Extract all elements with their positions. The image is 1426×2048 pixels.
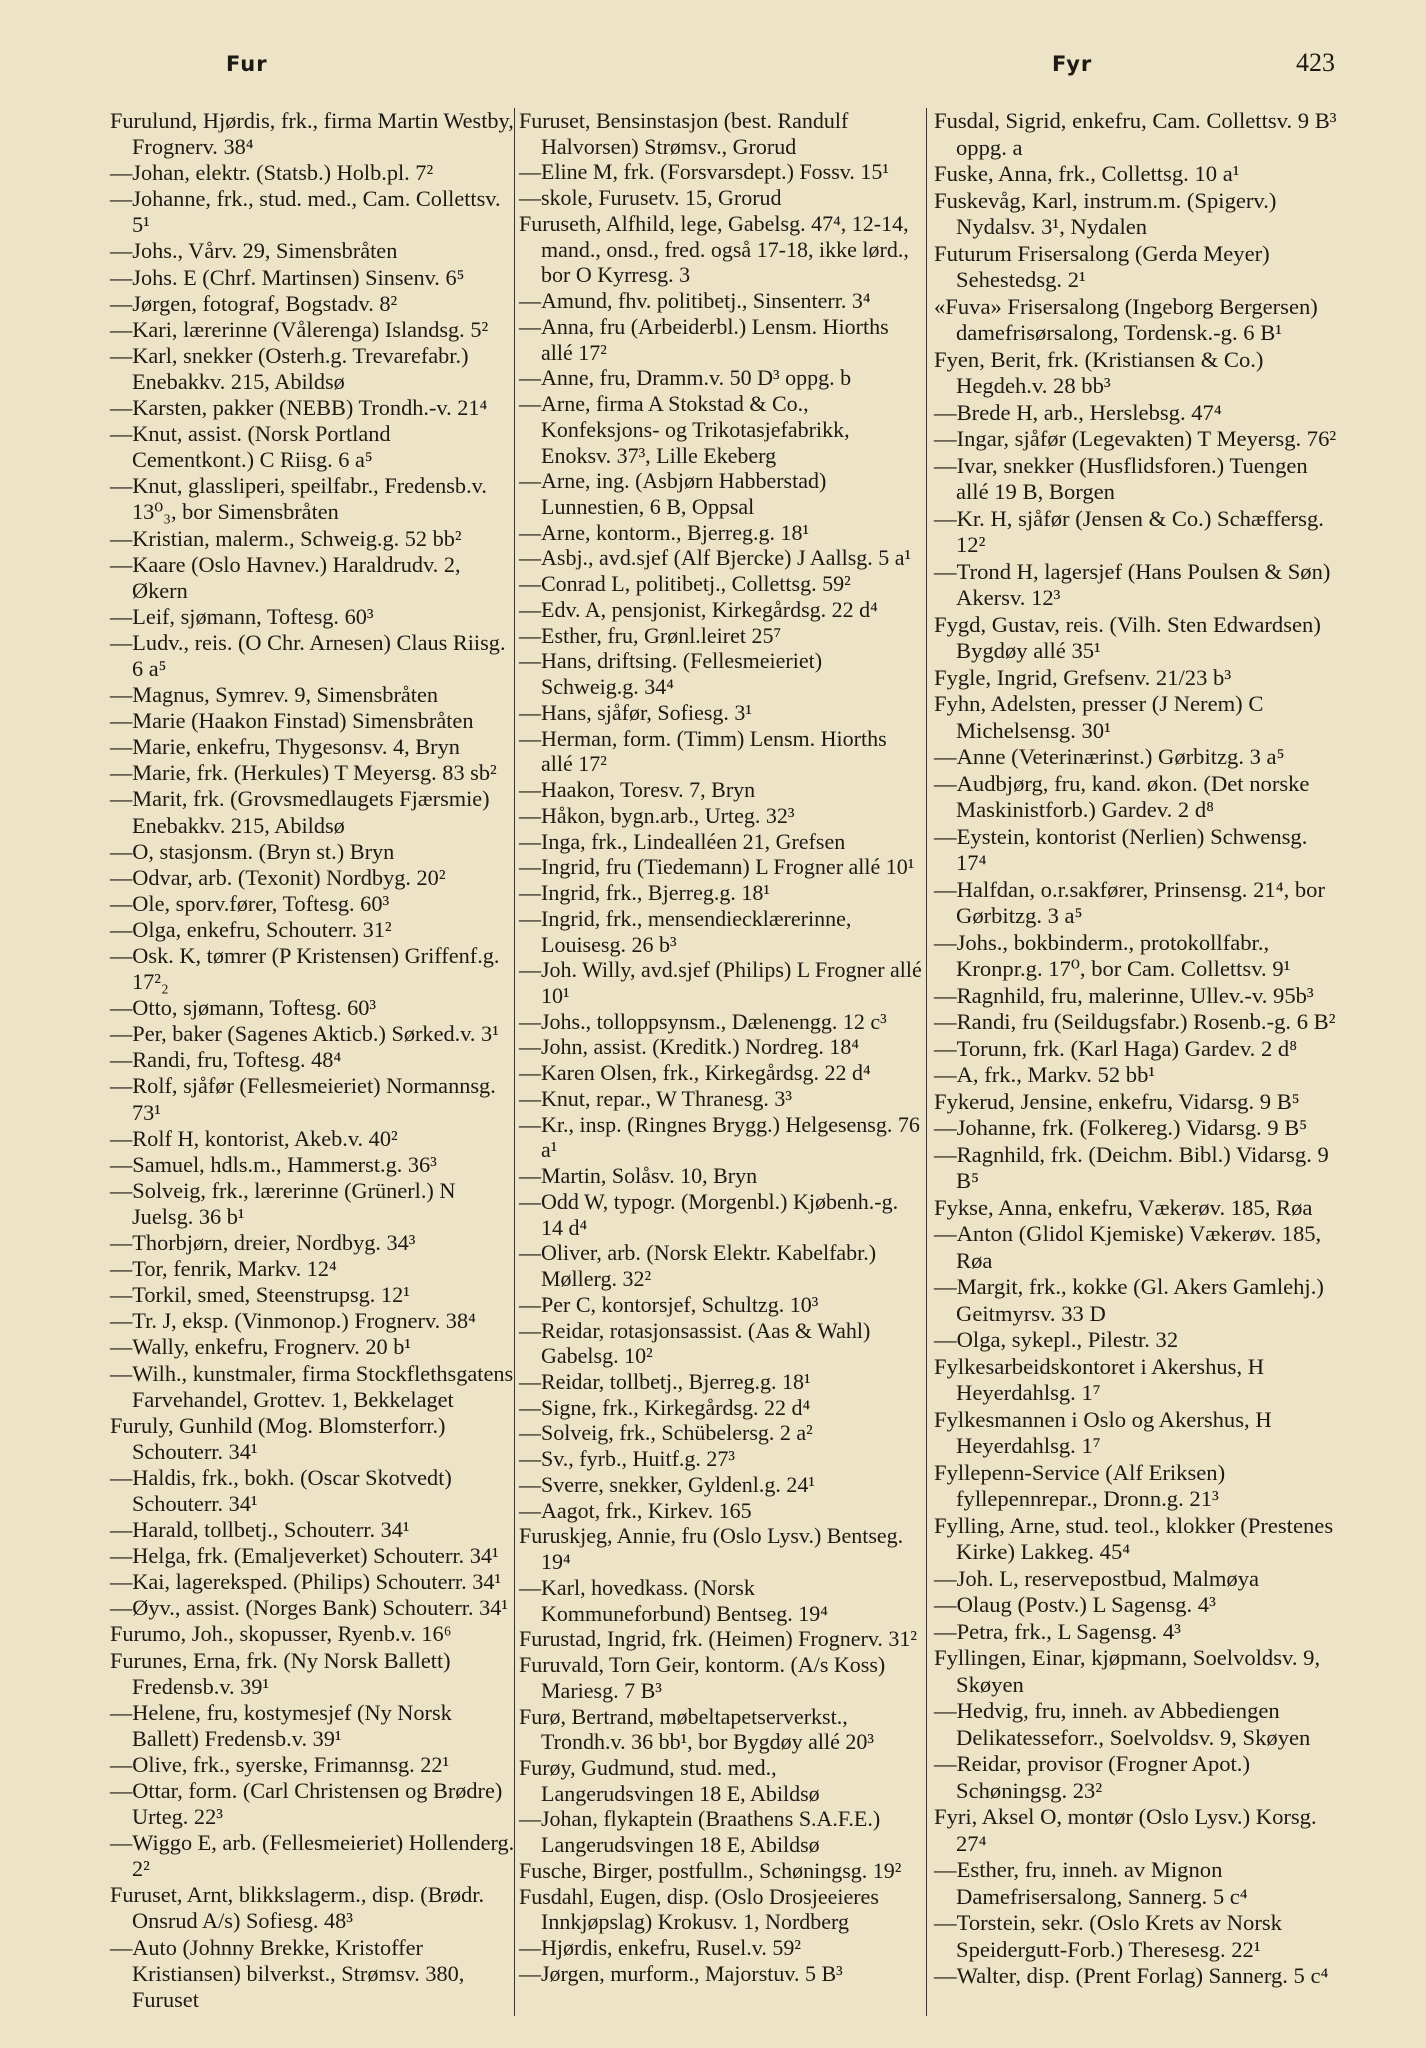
directory-entry: Fyhn, Adelsten, presser (J Nerem) C Michelsensg. 30¹ xyxy=(934,691,1264,743)
directory-entry: —Randi, fru, Toftesg. 48⁴ xyxy=(110,1047,342,1073)
directory-entry: —A, frk., Markv. 52 bb¹ xyxy=(934,1062,1156,1087)
directory-entry: Fyen, Berit, frk. (Kristiansen & Co.) Hegdeh.v. 28 bb³ xyxy=(934,346,1264,398)
directory-entry: —Solveig, frk., lærerinne (Grünerl.) N Juelsg. 36 b¹ xyxy=(110,1177,456,1229)
directory-entry: —Ludv., reis. (O Chr. Arnesen) Claus Riisg. 6 a⁵ xyxy=(110,629,506,681)
directory-column-1 xyxy=(110,108,515,2013)
directory-entry: —Audbjørg, fru, kand. økon. (Det norske Maskinistforb.) Gardev. 2 d⁸ xyxy=(934,770,1310,822)
directory-entry: —Helene, fru, kostymesjef (Ny Norsk Ballett) Fredensb.v. 39¹ xyxy=(110,1699,452,1751)
column-divider xyxy=(926,108,927,2016)
directory-entry: —Wally, enkefru, Frognerv. 20 b¹ xyxy=(110,1334,412,1360)
directory-entry: —Solveig, frk., Schübelersg. 2 a² xyxy=(519,1420,813,1446)
directory-entry: —Petra, frk., L Sagensg. 4³ xyxy=(934,1618,1181,1644)
directory-entry: —Ivar, snekker (Husflidsforen.) Tuengen allé 19 B, Borgen xyxy=(934,452,1308,504)
directory-entry: —Tor, fenrik, Markv. 12⁴ xyxy=(110,1256,337,1282)
directory-column-2 xyxy=(519,108,922,1987)
directory-entry: —Johs., bokbinderm., protokollfabr., Kronpr.g. 17⁰, bor Cam. Collettsv. 9¹ xyxy=(934,929,1291,981)
directory-entry: —Randi, fru (Seildugsfabr.) Rosenb.-g. 6 B² xyxy=(934,1009,1336,1034)
directory-entry: —Olga, sykepl., Pilestr. 32 xyxy=(934,1327,1179,1352)
directory-entry: —Martin, Solåsv. 10, Bryn xyxy=(519,1163,758,1189)
directory-entry: —O, stasjonsm. (Bryn st.) Bryn xyxy=(110,838,395,864)
directory-entry: —Samuel, hdls.m., Hammerst.g. 36³ xyxy=(110,1151,437,1177)
directory-entry: —Haakon, Toresv. 7, Bryn xyxy=(519,777,756,803)
directory-entry: —Arne, ing. (Asbjørn Habberstad) Lunnestien, 6 B, Oppsal xyxy=(519,468,827,520)
directory-entry: —Inga, frk., Lindealléen 21, Grefsen xyxy=(519,828,846,854)
directory-entry: Fylkesmannen i Oslo og Akershus, H Heyerdahlsg. 1⁷ xyxy=(934,1406,1272,1458)
directory-entry: —Jørgen, murform., Majorstuv. 5 B³ xyxy=(519,1960,843,1986)
directory-entry: —Tr. J, eksp. (Vinmonop.) Frognerv. 38⁴ xyxy=(110,1308,476,1334)
directory-entry: Furuset, Arnt, blikkslagerm., disp. (Brødr. Onsrud A/s) Sofiesg. 48³ xyxy=(110,1882,485,1934)
directory-entry: —Oliver, arb. (Norsk Elektr. Kabelfabr.) Møllerg. 32² xyxy=(519,1240,877,1292)
directory-entry: —Marie, enkefru, Thygesonsv. 4, Bryn xyxy=(110,734,460,760)
directory-entry: Furuseth, Alfhild, lege, Gabelsg. 47⁴, 12-14, mand., onsd., fred. også 17-18, ikke lørd., bor O Kyrresg. 3 xyxy=(519,210,909,288)
directory-entry: —skole, Furusetv. 15, Grorud xyxy=(519,185,782,211)
directory-entry: —Olga, enkefru, Schouterr. 31² xyxy=(110,916,392,942)
directory-entry: —Kari, lærerinne (Vålerenga) Islandsg. 5² xyxy=(110,316,489,342)
directory-entry: —Esther, fru, Grønl.leiret 25⁷ xyxy=(519,622,782,648)
directory-entry: Fykse, Anna, enkefru, Vækerøv. 185, Røa xyxy=(934,1194,1313,1220)
directory-entry: —Jørgen, fotograf, Bogstadv. 8² xyxy=(110,290,398,316)
page-header xyxy=(0,44,1426,84)
directory-entry: Furulund, Hjørdis, frk., firma Martin Westby, Frognerv. 38⁴ xyxy=(110,108,514,160)
directory-entry: —Anne, fru, Dramm.v. 50 D³ oppg. b xyxy=(519,365,852,391)
directory-entry: —Reidar, tollbetj., Bjerreg.g. 18¹ xyxy=(519,1368,811,1394)
directory-entry: Furuvald, Torn Geir, kontorm. (A/s Koss) Mariesg. 7 B³ xyxy=(519,1652,886,1703)
directory-entry: Fyllepenn-Service (Alf Eriksen) fyllepennrepar., Dronn.g. 21³ xyxy=(934,1459,1226,1511)
directory-entry: Fygle, Ingrid, Grefsenv. 21/23 b³ xyxy=(934,664,1232,690)
directory-entry: —Helga, frk. (Emaljeverket) Schouterr. 34¹ xyxy=(110,1543,499,1569)
directory-entry: —Karl, snekker (Osterh.g. Trevarefabr.) Enebakkv. 215, Abildsø xyxy=(110,342,469,394)
directory-entry: —Esther, fru, inneh. av Mignon Damefrisersalong, Sannerg. 5 c⁴ xyxy=(934,1857,1248,1909)
directory-entry: —Øyv., assist. (Norges Bank) Schouterr. 34¹ xyxy=(110,1595,509,1621)
directory-entry: —Marit, frk. (Grovsmedlaugets Fjærsmie) Enebakkv. 215, Abildsø xyxy=(110,786,490,838)
directory-entry: —Arne, kontorm., Bjerreg.g. 18¹ xyxy=(519,519,810,545)
directory-entry: —Torunn, frk. (Karl Haga) Gardev. 2 d⁸ xyxy=(934,1035,1298,1061)
directory-entry: —Anna, fru (Arbeiderbl.) Lensm. Hiorths allé 17² xyxy=(519,313,889,365)
directory-entry: —Knut, assist. (Norsk Portland Cementkont.) C Riisg. 6 a⁵ xyxy=(110,421,391,473)
directory-entry: —Aagot, frk., Kirkev. 165 xyxy=(519,1497,752,1523)
directory-entry: Futurum Frisersalong (Gerda Meyer) Sehestedsg. 2¹ xyxy=(934,240,1270,292)
directory-entry: —Osk. K, tømrer (P Kristensen) Griffenf.g. 17²₂ xyxy=(110,943,500,995)
directory-entry: —Halfdan, o.r.sakfører, Prinsensg. 21⁴, bor Gørbitzg. 3 a⁵ xyxy=(934,876,1325,928)
directory-entry: —Håkon, bygn.arb., Urteg. 32³ xyxy=(519,802,795,828)
directory-entry: —Asbj., avd.sjef (Alf Bjercke) J Aallsg. 5 a¹ xyxy=(519,545,912,571)
directory-entry: —Joh. L, reservepostbud, Malmøya xyxy=(934,1565,1260,1591)
directory-entry: —Hans, sjåfør, Sofiesg. 3¹ xyxy=(519,699,753,725)
directory-entry: —Ragnhild, frk. (Deichm. Bibl.) Vidarsg. 9 B⁵ xyxy=(934,1141,1329,1193)
directory-entry: —Johs., tolloppsynsm., Dælenengg. 12 c³ xyxy=(519,1008,887,1034)
directory-entry: —Arne, firma A Stokstad & Co., Konfeksjons- og Trikotasjefabrikk, Enoksv. 37³, Lille Ekeberg xyxy=(519,391,850,468)
directory-entry: —Kristian, malerm., Schweig.g. 52 bb² xyxy=(110,525,462,551)
directory-entry: —Johs., Vårv. 29, Simensbråten xyxy=(110,238,398,264)
directory-entry: Furuskjeg, Annie, fru (Oslo Lysv.) Bentseg. 19⁴ xyxy=(519,1523,904,1575)
directory-entry: —Hedvig, fru, inneh. av Abbediengen Delikatesseforr., Soelvoldsv. 9, Skøyen xyxy=(934,1698,1311,1750)
directory-entry: Furumo, Joh., skopusser, Ryenb.v. 16⁶ xyxy=(110,1621,452,1647)
directory-entry: —Eystein, kontorist (Nerlien) Schwensg. 17⁴ xyxy=(934,823,1308,875)
directory-entry: —Hjørdis, enkefru, Rusel.v. 59² xyxy=(519,1935,801,1961)
directory-entry: —Haldis, frk., bokh. (Oscar Skotvedt) Schouterr. 34¹ xyxy=(110,1464,452,1516)
directory-entry: —Hans, driftsing. (Fellesmeieriet) Schweig.g. 34⁴ xyxy=(519,648,823,700)
directory-entry: —Brede H, arb., Herslebsg. 47⁴ xyxy=(934,399,1222,425)
directory-entry: —Conrad L, politibetj., Collettsg. 59² xyxy=(519,571,851,597)
directory-entry: —Anton (Glidol Kjemiske) Vækerøv. 185, Røa xyxy=(934,1221,1322,1273)
directory-entry: Fykerud, Jensine, enkefru, Vidarsg. 9 B⁵ xyxy=(934,1088,1300,1114)
directory-entry: —Johs. E (Chrf. Martinsen) Sinsenv. 6⁵ xyxy=(110,264,465,290)
directory-entry: —Olive, frk., syerske, Frimannsg. 22¹ xyxy=(110,1751,450,1777)
directory-column-3 xyxy=(934,108,1338,1990)
directory-entry: —Ingar, sjåfør (Legevakten) T Meyersg. 76² xyxy=(934,426,1337,451)
directory-entry: —Trond H, lagersjef (Hans Poulsen & Søn) Akersv. 12³ xyxy=(934,558,1331,610)
directory-entry: Fyri, Aksel O, montør (Oslo Lysv.) Korsg. 27⁴ xyxy=(934,1804,1317,1856)
directory-entry: —Wiggo E, arb. (Fellesmeieriet) Hollenderg. 2² xyxy=(110,1830,515,1882)
directory-entry: —Harald, tollbetj., Schouterr. 34¹ xyxy=(110,1517,410,1543)
directory-entry: Furunes, Erna, frk. (Ny Norsk Ballett) Fredensb.v. 39¹ xyxy=(110,1647,451,1699)
directory-entry: Furustad, Ingrid, frk. (Heimen) Frognerv. 31² xyxy=(519,1626,918,1652)
directory-entry: —Torstein, sekr. (Oslo Krets av Norsk Speidergutt-Forb.) Theresesg. 22¹ xyxy=(934,1910,1282,1962)
directory-entry: —Karsten, pakker (NEBB) Trondh.-v. 21⁴ xyxy=(110,395,488,421)
directory-entry: —Ottar, form. (Carl Christensen og Brødre) Urteg. 22³ xyxy=(110,1778,503,1830)
directory-entry: —Kr. H, sjåfør (Jensen & Co.) Schæffersg. 12² xyxy=(934,505,1324,557)
directory-entry: —Rolf H, kontorist, Akeb.v. 40² xyxy=(110,1125,398,1151)
directory-entry: —Johanne, frk., stud. med., Cam. Collettsv. 5¹ xyxy=(110,186,501,238)
directory-entry: —Marie (Haakon Finstad) Simensbråten xyxy=(110,708,474,734)
page-number: 423 xyxy=(1296,48,1335,77)
directory-entry: —Walter, disp. (Prent Forlag) Sannerg. 5 c⁴ xyxy=(934,1963,1329,1988)
directory-entry: —Magnus, Symrev. 9, Simensbråten xyxy=(110,682,439,708)
directory-entry: —Knut, glassliperi, speilfabr., Fredensb.v. 13⁰₃, bor Simensbråten xyxy=(110,473,487,525)
directory-entry: «Fuva» Frisersalong (Ingeborg Bergersen) damefrisørsalong, Tordensk.-g. 6 B¹ xyxy=(934,293,1318,345)
directory-entry: —Otto, sjømann, Toftesg. 60³ xyxy=(110,995,377,1021)
directory-entry: —Sv., fyrb., Huitf.g. 27³ xyxy=(519,1446,735,1472)
directory-entry: —Odvar, arb. (Texonit) Nordbyg. 20² xyxy=(110,864,446,890)
directory-entry: —John, assist. (Kreditk.) Nordreg. 18⁴ xyxy=(519,1034,860,1060)
directory-entry: Fuskevåg, Karl, instrum.m. (Spigerv.) Nydalsv. 3¹, Nydalen xyxy=(934,187,1277,239)
directory-entry: Furø, Bertrand, møbeltapetserverkst., Trondh.v. 36 bb¹, bor Bygdøy allé 20³ xyxy=(519,1703,875,1755)
directory-entry: —Kai, lagereksped. (Philips) Schouterr. 34¹ xyxy=(110,1569,502,1595)
directory-entry: Furøy, Gudmund, stud. med., Langerudsvingen 18 E, Abildsø xyxy=(519,1755,820,1806)
directory-entry: —Ingrid, frk., Bjerreg.g. 18¹ xyxy=(519,880,770,906)
directory-entry: —Amund, fhv. politibetj., Sinsenterr. 3⁴ xyxy=(519,288,871,314)
directory-entry: —Johan, flykaptein (Braathens S.A.F.E.) Langerudsvingen 18 E, Abildsø xyxy=(519,1806,881,1858)
directory-entry: Furuset, Bensinstasjon (best. Randulf Halvorsen) Strømsv., Grorud xyxy=(519,108,849,159)
directory-entry: Furuly, Gunhild (Mog. Blomsterforr.) Schouterr. 34¹ xyxy=(110,1412,446,1464)
directory-entry: Fylkesarbeidskontoret i Akershus, H Heyerdahlsg. 1⁷ xyxy=(934,1353,1265,1405)
running-head-right: Fyr xyxy=(1052,52,1093,76)
directory-entry: —Signe, frk., Kirkegårdsg. 22 d⁴ xyxy=(519,1394,811,1420)
directory-entry: Fylling, Arne, stud. teol., klokker (Prestenes Kirke) Lakkeg. 45⁴ xyxy=(934,1512,1334,1564)
directory-entry: —Torkil, smed, Steenstrupsg. 12¹ xyxy=(110,1282,410,1308)
directory-entry: —Wilh., kunstmaler, firma Stockflethsgatens Farvehandel, Grottev. 1, Bekkelaget xyxy=(110,1360,514,1412)
directory-entry: —Marie, frk. (Herkules) T Meyersg. 83 sb² xyxy=(110,760,497,786)
directory-entry: Fyllingen, Einar, kjøpmann, Soelvoldsv. 9, Skøyen xyxy=(934,1645,1321,1697)
directory-entry: —Leif, sjømann, Toftesg. 60³ xyxy=(110,603,374,629)
directory-entry: —Joh. Willy, avd.sjef (Philips) L Frogner allé 10¹ xyxy=(519,957,922,1008)
directory-entry: —Ragnhild, fru, malerinne, Ullev.-v. 95b³ xyxy=(934,982,1314,1008)
directory-entry: —Ingrid, frk., mensendiecklærerinne, Louisesg. 26 b³ xyxy=(519,905,852,957)
directory-entry: —Eline M, frk. (Forsvarsdept.) Fossv. 15¹ xyxy=(519,159,889,185)
directory-entry: —Rolf, sjåfør (Fellesmeieriet) Normannsg. 73¹ xyxy=(110,1073,496,1125)
directory-entry: —Olaug (Postv.) L Sagensg. 4³ xyxy=(934,1592,1216,1617)
directory-entry: Fusdal, Sigrid, enkefru, Cam. Collettsv. 9 B³ oppg. a xyxy=(934,108,1337,160)
directory-entry: —Ingrid, fru (Tiedemann) L Frogner allé 10¹ xyxy=(519,854,915,880)
directory-entry: Fygd, Gustav, reis. (Vilh. Sten Edwardsen) Bygdøy allé 35¹ xyxy=(934,611,1321,663)
directory-entry: —Karl, hovedkass. (Norsk Kommuneforbund) Bentseg. 19⁴ xyxy=(519,1574,828,1626)
directory-entry: —Margit, frk., kokke (Gl. Akers Gamlehj.) Geitmyrsv. 33 D xyxy=(934,1274,1324,1326)
directory-entry: —Auto (Johnny Brekke, Kristoffer Kristiansen) bilverkst., Strømsv. 380, Furuset xyxy=(110,1934,465,2012)
directory-entry: —Thorbjørn, dreier, Nordbyg. 34³ xyxy=(110,1230,416,1256)
directory-entry: —Per, baker (Sagenes Akticb.) Sørked.v. 3¹ xyxy=(110,1021,499,1047)
directory-entry: —Kr., insp. (Ringnes Brygg.) Helgesensg. 76 a¹ xyxy=(519,1111,920,1163)
directory-entry: —Johanne, frk. (Folkereg.) Vidarsg. 9 B⁵ xyxy=(934,1115,1308,1140)
directory-entry: —Reidar, rotasjonsassist. (Aas & Wahl) Gabelsg. 10² xyxy=(519,1317,871,1369)
directory-entry: —Odd W, typogr. (Morgenbl.) Kjøbenh.-g. 14 d⁴ xyxy=(519,1188,899,1240)
directory-entry: —Anne (Veterinærinst.) Gørbitzg. 3 a⁵ xyxy=(934,744,1285,769)
directory-entry: —Karen Olsen, frk., Kirkegårdsg. 22 d⁴ xyxy=(519,1060,871,1086)
directory-entry: —Sverre, snekker, Gyldenl.g. 24¹ xyxy=(519,1471,815,1497)
directory-entry: —Per C, kontorsjef, Schultzg. 10³ xyxy=(519,1291,819,1317)
running-head-left: Fur xyxy=(226,52,268,76)
directory-entry: Fuske, Anna, frk., Collettsg. 10 a¹ xyxy=(934,161,1240,186)
directory-entry: —Ole, sporv.fører, Toftesg. 60³ xyxy=(110,890,390,916)
directory-entry: —Johan, elektr. (Statsb.) Holb.pl. 7² xyxy=(110,160,434,186)
directory-entry: —Kaare (Oslo Havnev.) Haraldrudv. 2, Økern xyxy=(110,551,461,603)
directory-entry: —Knut, repar., W Thranesg. 3³ xyxy=(519,1085,792,1111)
directory-entry: —Herman, form. (Timm) Lensm. Hiorths allé 17² xyxy=(519,725,887,777)
directory-entry: Fusdahl, Eugen, disp. (Oslo Drosjeeieres Innkjøpslag) Krokusv. 1, Nordberg xyxy=(519,1883,879,1935)
directory-entry: —Reidar, provisor (Frogner Apot.) Schøningsg. 23² xyxy=(934,1751,1250,1803)
directory-entry: Fusche, Birger, postfullm., Schøningsg. 19² xyxy=(519,1857,902,1883)
directory-entry: —Edv. A, pensjonist, Kirkegårdsg. 22 d⁴ xyxy=(519,596,878,622)
